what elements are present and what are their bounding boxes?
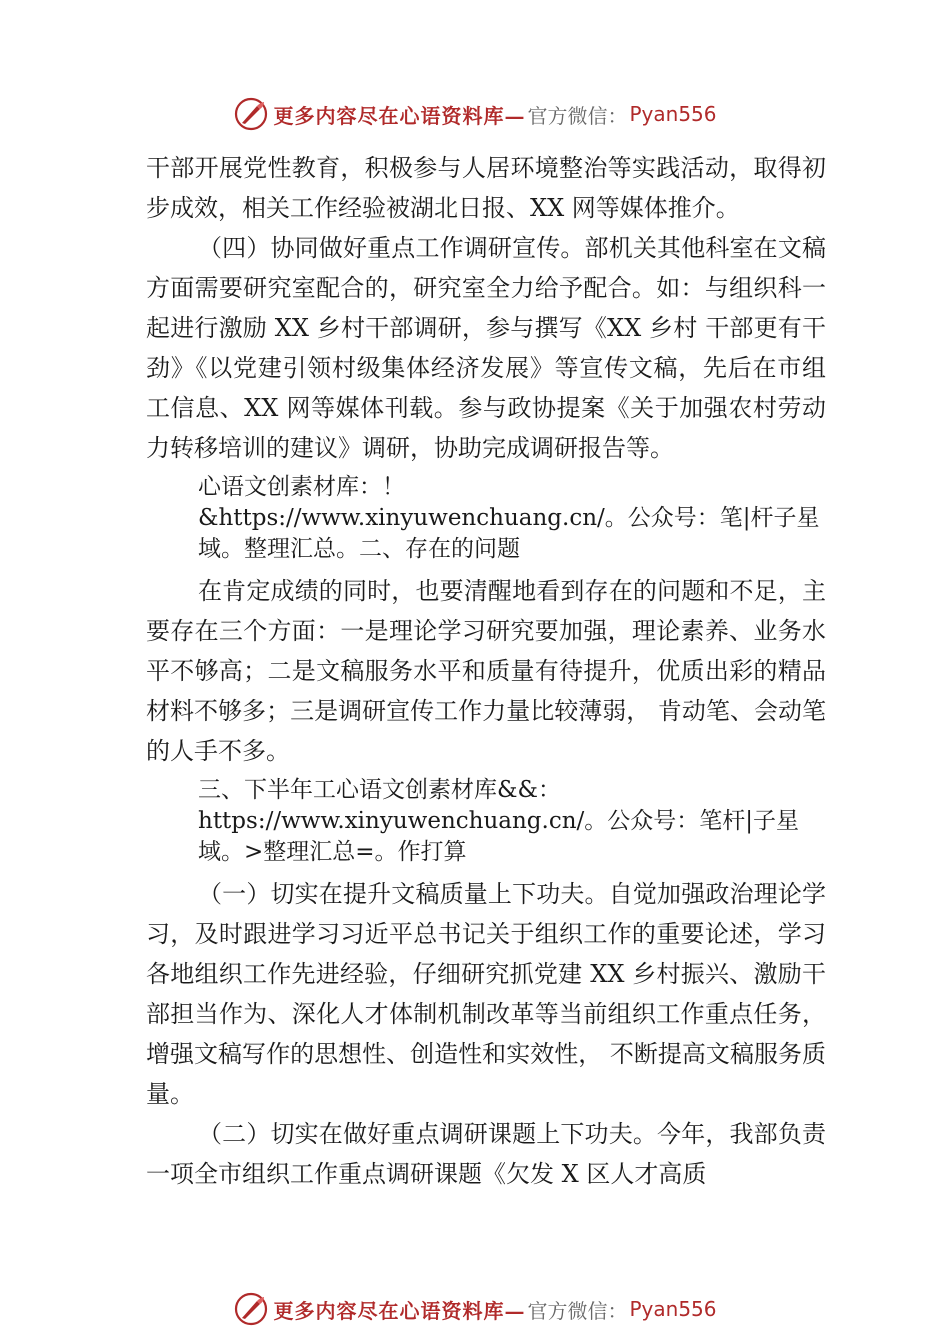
banner-wechat-id: Pyan556 xyxy=(629,1297,717,1321)
watermark-note-1: 心语文创素材库：！&https://www.xinyuwenchuang.cn/。公众号：笔|杆子星域。整理汇总。二、存在的问题 xyxy=(198,474,820,562)
quill-logo-icon xyxy=(233,96,269,132)
quill-logo-icon xyxy=(233,1291,269,1327)
footer-banner xyxy=(0,1289,950,1329)
banner-wechat-label: 官方微信： xyxy=(527,103,628,128)
paragraph-5: （二）切实在做好重点调研课题上下功夫。今年，我部负责一项全市组织工作重点调研课题《欠发 X 区人才高质 xyxy=(146,1120,826,1188)
banner-text: 更多内容尽在心语资料库— xyxy=(273,103,526,128)
paragraph-2: （四）协同做好重点工作调研宣传。部机关其他科室在文稿方面需要研究室配合的，研究室全力给予配合。如：与组织科一起进行激励 XX 乡村干部调研，参与撰写《XX 乡村 干部更有干劲》《以党建引领村级集体经济发展》等宣传文稿，先后在市组工信息、XX 网等媒体刊载。参与政协提案《关于加强农村劳动力转移培训的建议》调研，协助完成调研报告等。 xyxy=(146,234,826,462)
banner-wechat-label: 官方微信： xyxy=(527,1298,628,1323)
paragraph-3: 在肯定成绩的同时，也要清醒地看到存在的问题和不足，主要存在三个方面：一是理论学习研究要加强，理论素养、业务水平不够高；二是文稿服务水平和质量有待提升，优质出彩的精品材料不够多；三是调研宣传工作力量比较薄弱， 肯动笔、会动笔的人手不多。 xyxy=(146,577,826,765)
paragraph-4: （一）切实在提升文稿质量上下功夫。自觉加强政治理论学习，及时跟进学习习近平总书记关于组织工作的重要论述，学习各地组织工作先进经验，仔细研究抓党建 XX 乡村振兴、激励干部担当作为、深化人才体制机制改革等当前组织工作重点任务，增强文稿写作的思想性、创造性和实效性， 不断提高文稿服务质量。 xyxy=(146,880,826,1108)
banner-text: 更多内容尽在心语资料库— xyxy=(273,1298,526,1323)
watermark-note-2: 三、下半年工心语文创素材库&&：https://www.xinyuwenchuang.cn/。公众号：笔杆|子星域。>整理汇总=。作打算 xyxy=(198,777,800,865)
header-banner xyxy=(0,94,950,134)
document-body xyxy=(146,148,826,1194)
banner-wechat-id: Pyan556 xyxy=(629,102,717,126)
paragraph-1: 干部开展党性教育，积极参与人居环境整治等实践活动，取得初步成效，相关工作经验被湖北日报、XX 网等媒体推介。 xyxy=(146,154,826,222)
